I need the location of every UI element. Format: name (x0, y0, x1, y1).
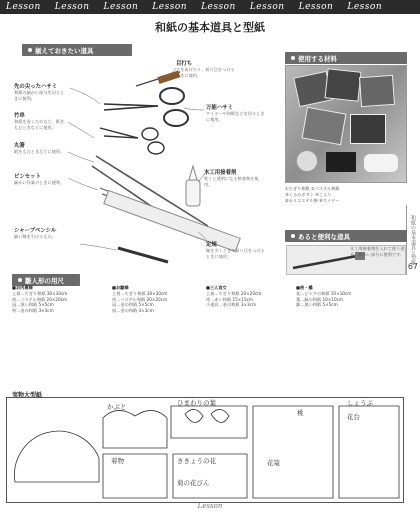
washi-sheet (302, 107, 347, 145)
usage-column (112, 285, 198, 314)
pattern-label: ひまわりの葉 (177, 399, 216, 407)
tool-desc: 細い線を引けるもの。 (14, 234, 56, 239)
washi-sheet (359, 75, 395, 107)
tool-label: ピンセット (14, 174, 41, 180)
handy-caption: 木工用接着剤を入れて使う道具。細かい部分に便利です。 (350, 246, 405, 257)
tool-label: 定規 (206, 242, 217, 248)
tool-label: 竹串 (14, 113, 25, 119)
scissors-icon (104, 88, 188, 126)
tool-desc: ワイヤーや和紙などを切るときに使用。 (206, 111, 265, 122)
ruler-icon (104, 190, 240, 251)
usage-line: 鉢…黒い和紙 5×5cm (296, 302, 338, 308)
tool-desc: 和紙を巻くためなど、紙をもむときなどに使用。 (14, 119, 65, 130)
section-handy-header: あると便利な道具 (285, 230, 407, 242)
awl-icon (136, 70, 180, 86)
section-doll-usage-header: 雛人形の用尺 (12, 274, 80, 286)
tool-label: 木工用接着剤 (204, 170, 237, 176)
washi-sheet (350, 114, 386, 144)
leaf-pattern (171, 406, 247, 438)
pattern-label: かぶと (107, 403, 127, 411)
section-materials-header: 使用する材料 (285, 52, 407, 64)
black-washi (326, 152, 356, 172)
banner-word: Lesson (6, 2, 41, 12)
small-scissors-icon (100, 128, 164, 154)
kabuto-pattern (14, 431, 99, 482)
usage-column-title: ■お内裏様 (12, 285, 33, 290)
pattern-label: 桃 (297, 409, 304, 417)
tool-desc: 乾くと透明になる接着剤を使用。 (204, 176, 259, 187)
usage-column-title: ■桜・橘 (296, 285, 313, 290)
lesson-banner (0, 0, 420, 14)
materials-caption: ⑤ポリエステル綿 ⑥ワイヤー (285, 198, 340, 203)
side-tab: 和紙の基本道具と型紙 (406, 205, 420, 275)
washi-sheet (325, 68, 362, 101)
materials-caption: ③くるみボタン ④こより (285, 192, 332, 197)
pattern-label: 花台 (347, 413, 360, 421)
footer-word: Lesson (197, 502, 223, 510)
tool-label: 目打ち (176, 61, 193, 67)
usage-line: 小道具…金の和紙 3×3cm (206, 302, 257, 308)
usage-line: 葉…緑の和紙 10×10cm (296, 296, 344, 302)
petal-pattern (185, 409, 203, 422)
cotton-icon (364, 154, 398, 172)
usage-column-title: ■お雛様 (112, 285, 129, 290)
pattern-label: ききょうの花 (177, 457, 216, 465)
materials-caption: ①ちぎり和紙 ②パステル和紙 (285, 186, 340, 191)
usage-line: 冠…黒い和紙 5×5cm (12, 302, 54, 308)
usage-line: 上着…ちぎり和紙 30×30cm (12, 290, 68, 296)
pattern-outlines (7, 398, 405, 504)
tool-label: 丸箸 (14, 143, 25, 149)
tool-label: 先の尖ったハサミ (14, 84, 58, 90)
usage-line: 上着…ちぎり和紙 30×30cm (112, 290, 168, 296)
usage-line: 袴…赤い和紙 15×15cm (206, 296, 254, 302)
usage-line: 上着…ちぎり和紙 20×20cm (206, 290, 262, 296)
banner-word: Lesson (249, 2, 285, 12)
tool-desc: 紙をもむときなどに使用。 (14, 149, 65, 154)
section-pattern-header: 実物大型紙 (12, 392, 43, 399)
usage-line: 笏…金の和紙 3×3cm (12, 308, 54, 314)
tool-desc: 線を引くときや折り目をつけるときに使用。 (206, 248, 265, 259)
basket-pattern (253, 406, 333, 498)
banner-word: Lesson (298, 2, 334, 12)
materials-photo (285, 65, 407, 183)
usage-column-title: ■三人官女 (206, 285, 227, 290)
pattern-label: 着物 (111, 457, 124, 465)
pattern-sheet (6, 397, 404, 503)
petal-pattern (211, 409, 229, 422)
page-title: 和紙の基本道具と型紙 (155, 21, 265, 34)
tool-label: シャープペンシル (14, 228, 57, 234)
tool-desc: 和紙の細かい部分を切るときに便利。 (14, 90, 65, 101)
banner-word: Lesson (347, 2, 383, 12)
page-number: 67 (407, 262, 418, 271)
usage-column (296, 285, 396, 308)
section-tools-header: 揃えておきたい道具 (22, 44, 132, 56)
usage-column (12, 285, 98, 314)
banner-word: Lesson (201, 2, 236, 12)
usage-line: 袴…パステル和紙 20×20cm (12, 296, 68, 302)
usage-line: 花…ピンクの和紙 10×10cm (296, 290, 352, 296)
pattern-label: しょうぶ (347, 399, 373, 407)
button-icon (296, 150, 318, 172)
usage-column (206, 285, 286, 308)
tool-label: 万能ハサミ (206, 105, 233, 111)
usage-line: 袴…パステル和紙 20×20cm (112, 296, 168, 302)
usage-line: 扇…金の和紙 3×3cm (112, 308, 154, 314)
usage-line: 冠…金の和紙 5×5cm (112, 302, 154, 308)
banner-word: Lesson (103, 2, 139, 12)
pencil-icon (118, 248, 168, 262)
banner-word: Lesson (152, 2, 188, 12)
tool-desc: 細かい作業のときに便利。 (14, 180, 65, 185)
pattern-label: 菊の花びん (177, 479, 210, 487)
tool-desc: 穴をあけたり、折り目をつけるときに使用。 (176, 67, 235, 78)
hat-pattern (103, 410, 167, 448)
pattern-label: 花篭 (267, 459, 280, 467)
glue-bottle-icon (186, 166, 200, 206)
banner-word: Lesson (54, 2, 90, 12)
